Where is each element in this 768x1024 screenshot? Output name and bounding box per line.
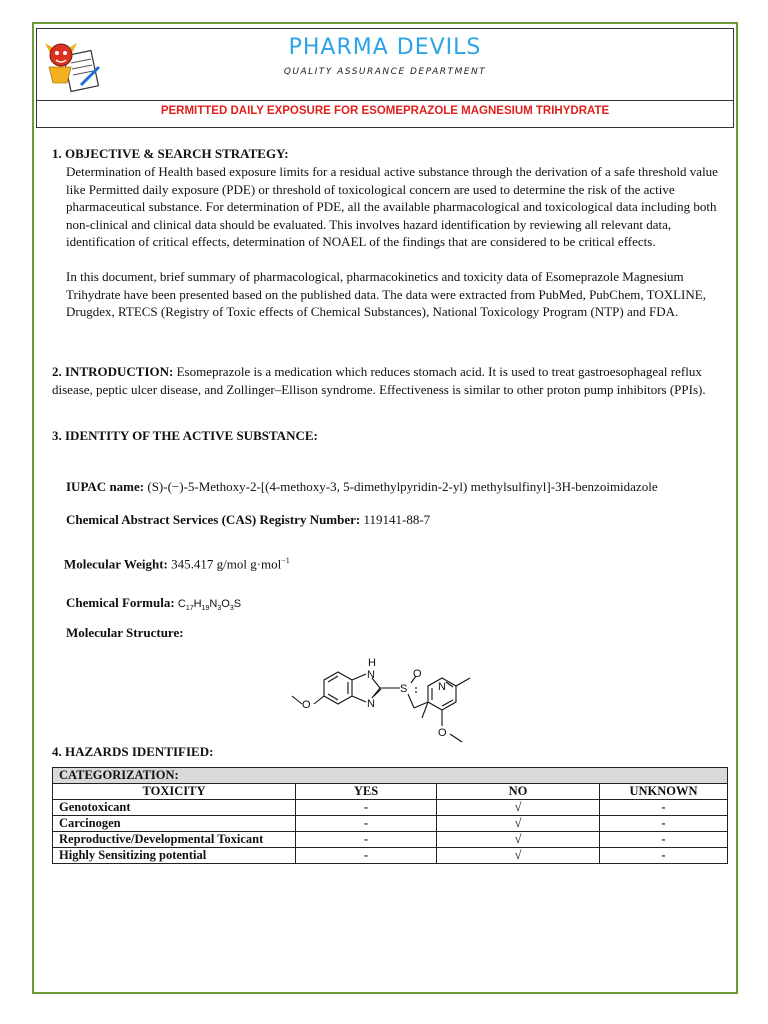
molecular-structure-diagram: [290, 656, 500, 744]
table-row: [53, 816, 728, 832]
formula-element: H: [193, 598, 202, 610]
formula-element: S: [233, 598, 242, 610]
iupac-value: (S)-(−)-5-Methoxy-2-[(4-methoxy-3, 5-dimethylpyridin-2-yl) methylsulfinyl]-3H-benzoimidazole: [147, 479, 658, 494]
formula-element: C: [177, 598, 186, 610]
table-row: [53, 832, 728, 848]
toxicity-cell: Highly Sensitizing potential: [53, 848, 296, 864]
section1-heading: 1. OBJECTIVE & SEARCH STRATEGY:: [52, 146, 289, 161]
no-cell: √: [437, 848, 600, 864]
no-cell: √: [437, 800, 600, 816]
section2-text: Esomeprazole is a medication which reduces stomach acid. It is used to treat gastroesophageal reflux disease, peptic ulcer disease, and Zollinger–Ellison syndrome. Effectiveness is similar to other proton pump inhibitors (PPIs).: [52, 364, 706, 397]
no-cell: √: [437, 816, 600, 832]
table-caption: CATEGORIZATION:: [53, 768, 728, 784]
toxicity-cell: Carcinogen: [53, 816, 296, 832]
iupac-label: IUPAC name:: [66, 479, 145, 494]
document-header: [36, 28, 734, 128]
column-header: YES: [296, 784, 437, 800]
column-header: NO: [437, 784, 600, 800]
molecular-weight-exponent: −1: [281, 556, 290, 565]
section4-heading: 4. HAZARDS IDENTIFIED:: [52, 744, 214, 759]
structure-atom-S: S: [400, 683, 408, 695]
column-header: TOXICITY: [53, 784, 296, 800]
cas-value: 119141-88-7: [363, 512, 431, 527]
unknown-cell: -: [600, 832, 728, 848]
section2: [52, 363, 728, 398]
yes-cell: -: [296, 816, 437, 832]
document-title: PERMITTED DAILY EXPOSURE FOR ESOMEPRAZOLE MAGNESIUM TRIHYDRATE: [160, 105, 610, 117]
structure-atom-O: O: [302, 699, 311, 711]
yes-cell: -: [296, 832, 437, 848]
section1-paragraph-2: In this document, brief summary of pharmacological, pharmacokinetics and toxicity data of Esomeprazole Magnesium Trihydrate have been presented based on the published data. The data were extracted from PubMed, PubChem, TOXLINE, Drugdex, RTECS (Registry of Toxic effects of Chemical Substances), National Toxicology Program (NTP) and FDA.: [66, 269, 706, 319]
molecular-weight-value: 345.417 g/mol g·mol: [171, 556, 282, 572]
formula-element: N: [209, 598, 218, 610]
section1-paragraph-1: Determination of Health based exposure limits for a residual active substance through the derivation of a safe threshold value like Permitted daily exposure (PDE) or threshold of toxicological concern are used to determine the risk of the active pharmaceutical substance. For determination of PDE, all the available pharmacological and toxicological data including both non-clinical and clinical data should be evaluated. This involves hazard identification by reviewing all relevant data, identification of critical effects, determination of NOAEL of the findings that are considered to be critical effects.: [66, 164, 718, 249]
table-header-row: [53, 784, 728, 800]
hazards-table: [52, 767, 728, 864]
toxicity-cell: Genotoxicant: [53, 800, 296, 816]
section2-heading: 2. INTRODUCTION:: [52, 364, 174, 379]
brand-name: PHARMA DEVILS: [288, 35, 482, 60]
no-cell: √: [437, 832, 600, 848]
formula-count: 3: [217, 605, 222, 613]
section3-heading: 3. IDENTITY OF THE ACTIVE SUBSTANCE:: [52, 428, 318, 443]
molecular-weight-label: Molecular Weight:: [64, 556, 168, 572]
header-brand-row: [37, 29, 733, 101]
table-row: [53, 848, 728, 864]
formula-count: 3: [229, 605, 234, 613]
formula-count: 17: [185, 605, 194, 613]
structure-atom-N: N: [367, 698, 375, 710]
structure-atom-O: O: [438, 727, 447, 739]
molecular-weight-field: [64, 556, 290, 572]
unknown-cell: -: [600, 816, 728, 832]
column-header: UNKNOWN: [600, 784, 728, 800]
formula-element: O: [221, 598, 230, 610]
table-row: [53, 800, 728, 816]
structure-atom-H: H: [368, 657, 376, 669]
yes-cell: -: [296, 848, 437, 864]
yes-cell: -: [296, 800, 437, 816]
chemical-formula-value: [177, 598, 242, 613]
structure-atom-O: O: [413, 668, 422, 680]
cas-label: Chemical Abstract Services (CAS) Registry Number:: [66, 512, 361, 527]
table-caption-row: [53, 768, 728, 784]
molecular-structure-label: Molecular Structure:: [66, 625, 184, 640]
toxicity-cell: Reproductive/Developmental Toxicant: [53, 832, 296, 848]
unknown-cell: -: [600, 800, 728, 816]
chemical-formula-field: [66, 595, 241, 612]
unknown-cell: -: [600, 848, 728, 864]
structure-atom-N: N: [367, 669, 375, 681]
iupac-field: [66, 479, 658, 495]
molecular-structure-field: [66, 625, 184, 641]
structure-atom-N: N: [438, 681, 446, 693]
chemical-formula-label: Chemical Formula:: [66, 595, 175, 610]
cas-field: [66, 512, 430, 528]
formula-count: 19: [201, 605, 210, 613]
department-name: QUALITY ASSURANCE DEPARTMENT: [283, 67, 487, 77]
